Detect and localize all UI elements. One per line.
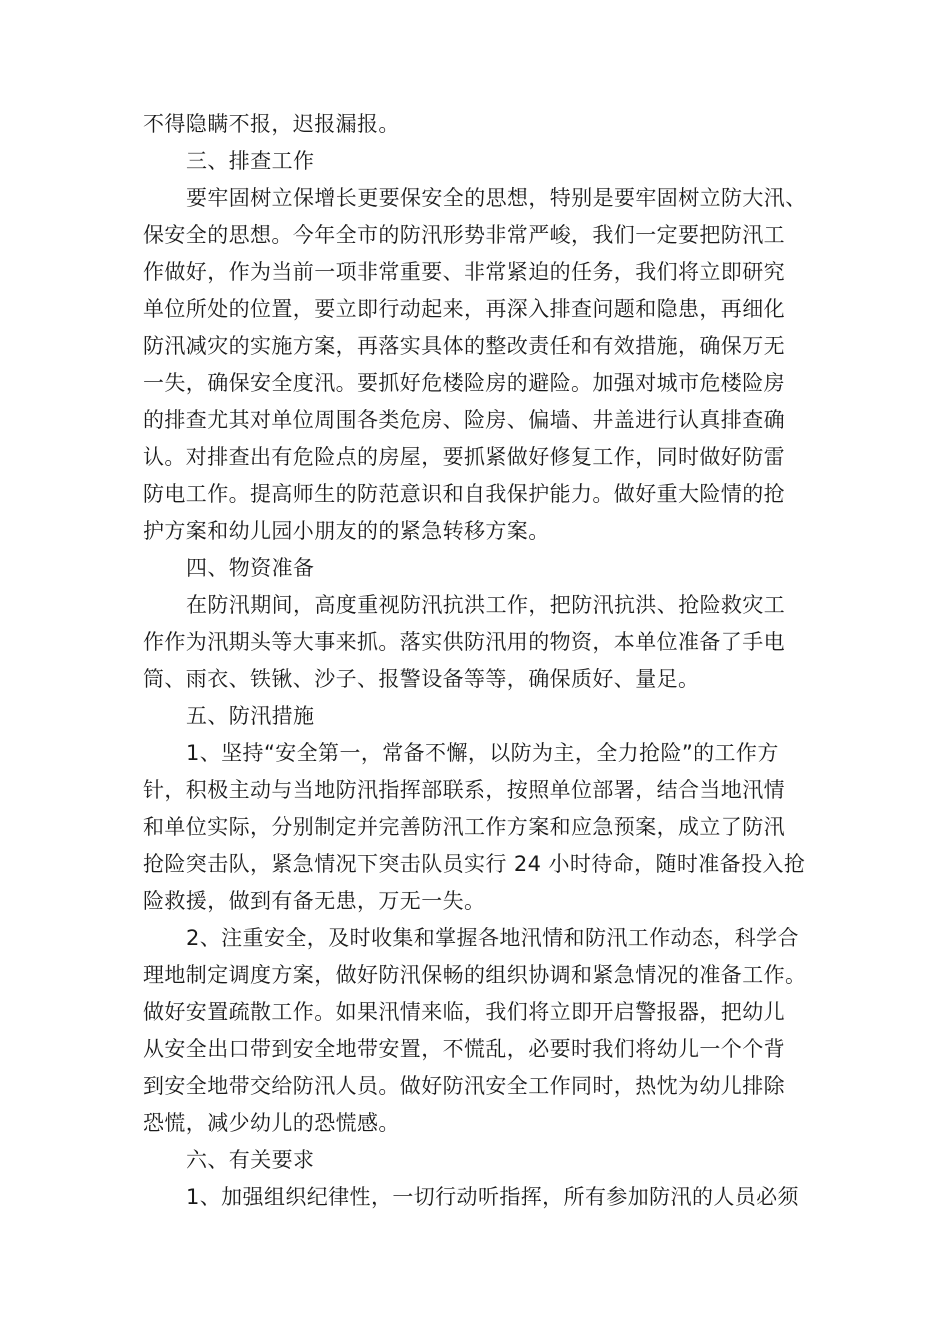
text-line: 险救援，做到有备无患，万无一失。 [143, 889, 486, 913]
text-line: 防汛减灾的实施方案，再落实具体的整改责任和有效措施，确保万无 [143, 334, 785, 358]
text-line: 筒、雨衣、铁锹、沙子、报警设备等等，确保质好、量足。 [143, 667, 700, 691]
text-line: 四、物资准备 [186, 556, 315, 580]
text-line: 针，积极主动与当地防汛指挥部联系，按照单位部署，结合当地汛情 [143, 778, 785, 802]
text-line: 不得隐瞒不报，迟报漏报。 [143, 112, 400, 136]
text-line: 作做好，作为当前一项非常重要、非常紧迫的任务，我们将立即研究 [143, 260, 785, 284]
text-line: 要牢固树立保增长更要保安全的思想，特别是要牢固树立防大汛、 [186, 186, 807, 210]
text-line: 防电工作。提高师生的防范意识和自我保护能力。做好重大险情的抢 [143, 482, 785, 506]
text-line: 到安全地带交给防汛人员。做好防汛安全工作同时，热忱为幼儿排除 [143, 1074, 785, 1098]
text-line: 一失，确保安全度汛。要抓好危楼险房的避险。加强对城市危楼险房 [143, 371, 785, 395]
text-line: 的排查尤其对单位周围各类危房、险房、偏墙、井盖进行认真排查确 [143, 408, 785, 432]
text-line: 作作为汛期头等大事来抓。落实供防汛用的物资，本单位准备了手电 [143, 630, 785, 654]
text-line: 五、防汛措施 [186, 704, 315, 728]
document-body [143, 106, 815, 1216]
text-line: 1、加强组织纪律性，一切行动听指挥，所有参加防汛的人员必须 [186, 1185, 799, 1209]
text-line: 从安全出口带到安全地带安置，不慌乱，必要时我们将幼儿一个个背 [143, 1037, 785, 1061]
text-line: 恐慌，减少幼儿的恐慌感。 [143, 1111, 400, 1135]
text-line: 1、坚持“安全第一，常备不懈，以防为主，全力抢险”的工作方 [186, 741, 779, 765]
text-line: 2、注重安全，及时收集和掌握各地汛情和防汛工作动态，科学合 [186, 926, 799, 950]
text-line: 三、排查工作 [186, 149, 315, 173]
text-line: 理地制定调度方案，做好防汛保畅的组织协调和紧急情况的准备工作。 [143, 963, 807, 987]
text-line: 在防汛期间，高度重视防汛抗洪工作，把防汛抗洪、抢险救灾工 [186, 593, 786, 617]
text-line: 抢险突击队，紧急情况下突击队员实行 24 小时待命，随时准备投入抢 [143, 852, 806, 876]
text-line: 单位所处的位置，要立即行动起来，再深入排查问题和隐患，再细化 [143, 297, 785, 321]
text-line: 做好安置疏散工作。如果汛情来临，我们将立即开启警报器，把幼儿 [143, 1000, 785, 1024]
text-line: 保安全的思想。今年全市的防汛形势非常严峻，我们一定要把防汛工 [143, 223, 785, 247]
text-line: 护方案和幼儿园小朋友的的紧急转移方案。 [143, 519, 550, 543]
text-line: 和单位实际，分别制定并完善防汛工作方案和应急预案，成立了防汛 [143, 815, 785, 839]
text-line: 六、有关要求 [186, 1148, 315, 1172]
text-line: 认。对排查出有危险点的房屋，要抓紧做好修复工作，同时做好防雷 [143, 445, 785, 469]
